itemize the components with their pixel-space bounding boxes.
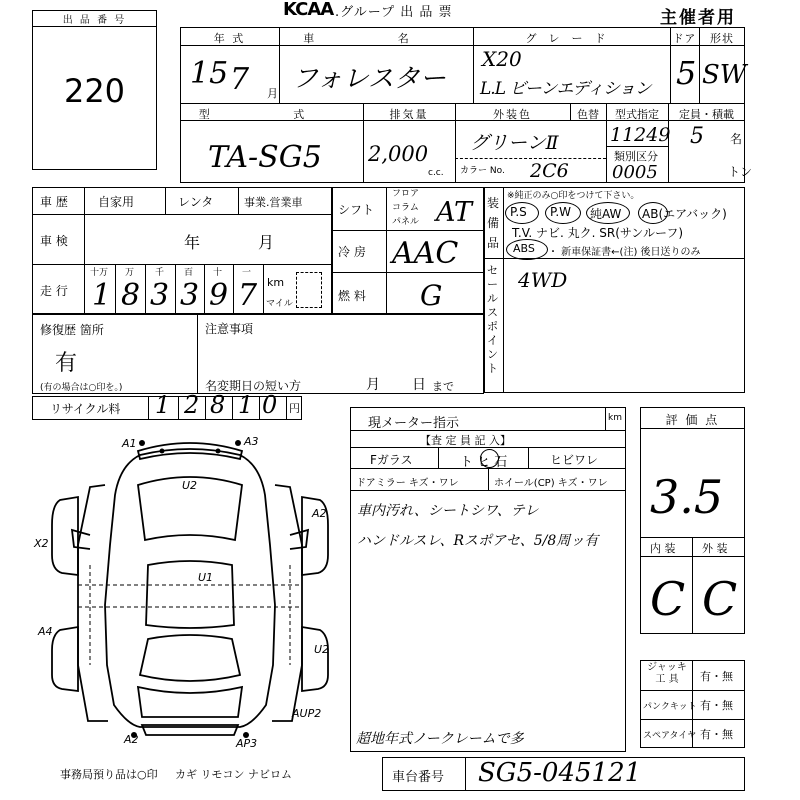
- mark-a4-left: A4: [38, 625, 53, 638]
- color-no-value: 2C6: [530, 160, 569, 182]
- fglass-value: ト ヒ 石: [460, 455, 508, 470]
- history-private: 自家用: [98, 195, 135, 209]
- ac-value: AAC: [392, 236, 459, 271]
- mileage-unit-10k: 万: [125, 268, 135, 278]
- recycle-digit-2: 2: [184, 391, 200, 419]
- fuel-label: 燃 料: [338, 289, 366, 303]
- sale-point-label: セールスポイント: [487, 264, 498, 375]
- history-rental: レンタ: [178, 195, 214, 209]
- repair-note: (有の場合は○印を。): [40, 383, 123, 393]
- spare-tire-value: 有・無: [700, 728, 733, 741]
- equipment-aw: 純AW: [590, 207, 622, 221]
- fglass-crack: ヒビワレ: [550, 453, 599, 467]
- exterior-grade: C: [702, 572, 738, 626]
- mileage-unit-1: 一: [242, 268, 252, 278]
- mileage-unit-100k: 十万: [90, 268, 109, 278]
- shift-floor: フロア: [392, 189, 420, 199]
- exterior-label: 外 装: [702, 542, 728, 555]
- mileage-unit-100: 百: [184, 268, 194, 278]
- shift-label: シフト: [338, 203, 375, 217]
- color-change-label: 色替: [577, 108, 599, 121]
- document-title: .グループ 出 品 票: [335, 5, 453, 20]
- circle-aw: [586, 202, 630, 224]
- deadline-day: 日: [412, 377, 426, 393]
- remarks-label: 注意事項: [205, 322, 254, 336]
- mark-a1: A1: [122, 437, 137, 450]
- car-damage-diagram: [30, 425, 350, 765]
- jack-value: 有・無: [700, 670, 733, 683]
- comment-line-3: 超地年式ノークレームで多: [356, 731, 524, 747]
- mileage-label: 走 行: [40, 284, 68, 298]
- mark-a2-bottom: A2: [124, 733, 139, 746]
- mileage-digit-1: 1: [92, 278, 112, 313]
- mark-aup2: AUP2: [292, 707, 322, 720]
- deadline-label: 名変期日の短い方: [205, 379, 302, 393]
- equipment-note: ※純正のみ○印をつけて下さい。: [507, 191, 640, 201]
- load-unit: トン: [728, 165, 753, 179]
- lot-number: 220: [63, 72, 126, 110]
- mark-a3: A3: [244, 435, 259, 448]
- mirror-label: ドアミラー キズ・ワレ: [356, 478, 459, 489]
- equipment-label: 装備品: [487, 196, 500, 250]
- wheel-label: ホイール(CP) キズ・ワレ: [494, 478, 608, 489]
- shape-value: SW: [702, 60, 747, 90]
- recycle-digit-4: 1: [238, 391, 254, 419]
- repair-label: 修復歴 箇所: [40, 323, 104, 337]
- mark-u1-center: U1: [198, 571, 214, 584]
- mile-label: マイル: [266, 299, 293, 309]
- grade-label: グレード: [525, 32, 618, 45]
- circle-ps: [505, 202, 539, 224]
- cc-unit: c.c.: [428, 168, 444, 178]
- grade-line2: L.L ビーンエディション: [480, 79, 651, 99]
- mark-ap3: AP3: [236, 737, 258, 750]
- mileage-digit-5: 9: [209, 278, 229, 313]
- deadline-until: まで: [432, 380, 454, 393]
- doors-label: ドア: [672, 32, 697, 45]
- model-label: 型 式: [198, 108, 345, 121]
- circle-pw: [545, 202, 581, 224]
- doors-value: 5: [676, 54, 697, 92]
- car-name-value: フォレスター: [292, 64, 446, 94]
- lot-number-label: 出 品 番 号: [62, 15, 127, 26]
- comment-line-1: 車内汚れ、シートシワ、テレ: [357, 503, 539, 519]
- puncture-kit-label: パンクキット: [643, 702, 697, 712]
- model-value: TA-SG5: [208, 140, 322, 175]
- sale-point-value: 4WD: [518, 268, 568, 292]
- capacity-unit: 名: [730, 132, 743, 146]
- type-designation-value: 11249: [610, 124, 671, 146]
- shift-panel: パネル: [392, 217, 420, 227]
- mark-a2-right: A2: [312, 507, 327, 520]
- deadline-month: 月: [366, 377, 380, 393]
- meter-label: 現メーター指示: [368, 416, 460, 431]
- type-designation-label: 型式指定: [615, 108, 659, 121]
- mile-checkbox: [296, 272, 322, 308]
- mileage-digit-6: 7: [238, 278, 258, 313]
- history-label: 車 歴: [40, 195, 68, 209]
- month-unit: 月: [267, 87, 278, 100]
- inspection-month-unit: 月: [258, 233, 275, 252]
- displacement-label: 排気量: [389, 108, 429, 121]
- history-commercial: 事業.営業車: [244, 196, 303, 209]
- year-value: 15: [190, 56, 229, 91]
- chassis-label: 車台番号: [392, 770, 445, 785]
- mark-u2-right: U2: [314, 643, 330, 656]
- mileage-digit-3: 3: [150, 278, 170, 313]
- mileage-digit-4: 3: [180, 278, 200, 313]
- exterior-color-value: グリーンⅡ: [470, 132, 559, 154]
- km-label: km: [267, 276, 285, 289]
- mark-x2-left: X2: [34, 537, 49, 550]
- fuel-value: G: [420, 279, 443, 312]
- circle-abs: [506, 239, 548, 260]
- mileage-unit-1k: 千: [155, 268, 165, 278]
- puncture-kit-value: 有・無: [700, 699, 733, 712]
- month-value: 7: [230, 62, 250, 97]
- repair-value: 有: [55, 351, 78, 376]
- color-no-label: カラー No.: [460, 166, 505, 176]
- brand-logo: KCAA: [283, 0, 334, 20]
- circle-hi: [480, 449, 499, 468]
- equipment-pw: P.W: [550, 205, 572, 219]
- ac-label: 冷 房: [338, 245, 366, 259]
- car-name-label: 車 名: [303, 32, 449, 45]
- inspection-year-unit: 年: [184, 233, 201, 252]
- comment-line-2: ハンドルスレ、Rスポアセ、5/8周ッ有: [357, 533, 599, 549]
- office-note: 事務局預り品は○印: [60, 768, 158, 781]
- office-items: カギ リモコン ナビロム: [175, 768, 292, 781]
- grade-line1: X20: [482, 47, 522, 71]
- meter-unit: km: [608, 413, 622, 423]
- equipment-abs: ABS: [513, 242, 535, 255]
- chassis-number: SG5-045121: [478, 758, 642, 788]
- spare-tire-label: スペアタイヤ: [643, 731, 697, 741]
- displacement-value: 2,000: [368, 142, 429, 166]
- circle-ab: [638, 202, 668, 224]
- interior-grade: C: [650, 572, 686, 626]
- jack-label: ジャッキ 工 具: [647, 662, 687, 685]
- shift-value: AT: [436, 197, 473, 228]
- equipment-ab: AB(エアバック): [642, 207, 727, 221]
- rating-label: 評 価 点: [665, 413, 720, 427]
- shape-label: 形状: [710, 32, 734, 45]
- equipment-warranty: ・ 新車保証書←(注) 後日送りのみ: [548, 247, 701, 258]
- recycle-digit-1: 1: [155, 391, 171, 419]
- rating-score: 3.5: [650, 470, 724, 524]
- class-value: 0005: [612, 162, 658, 183]
- mileage-digit-2: 8: [121, 278, 141, 313]
- year-label: 年 式: [213, 32, 246, 45]
- capacity-value: 5: [690, 124, 704, 149]
- equipment-line2: T.V. ナビ. 丸ク. SR(サンルーフ): [512, 226, 684, 240]
- shift-column: コラム: [392, 203, 419, 213]
- interior-label: 内 装: [650, 542, 676, 555]
- recycle-digit-3: 8: [210, 391, 226, 419]
- inspector-header: 【査 定 員 記 入】: [420, 434, 511, 447]
- equipment-ps: P.S: [510, 205, 527, 219]
- exterior-color-label: 外装色: [493, 108, 532, 121]
- class-label: 類別区分: [614, 150, 658, 163]
- fglass-label: Fガラス: [370, 453, 413, 467]
- recycle-label: リサイクル料: [50, 402, 121, 416]
- mark-u2-roof: U2: [182, 479, 198, 492]
- mileage-unit-10: 十: [213, 268, 223, 278]
- inspection-label: 車 検: [40, 234, 68, 248]
- recycle-unit: 円: [289, 402, 300, 415]
- recycle-digit-5: 0: [262, 391, 278, 419]
- organizer-use-label: 主催者用: [660, 8, 736, 28]
- capacity-label: 定員・積載: [679, 108, 734, 121]
